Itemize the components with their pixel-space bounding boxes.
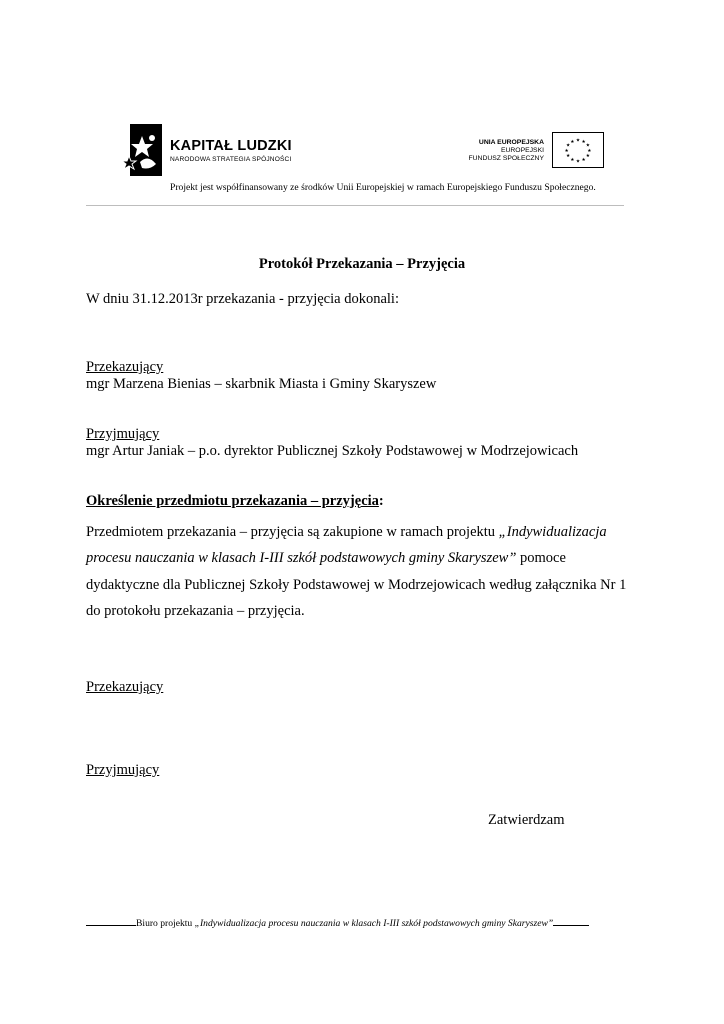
- footer-plain: Biuro projektu: [136, 918, 195, 929]
- svg-text:★: ★: [585, 154, 591, 160]
- svg-text:★: ★: [575, 159, 581, 165]
- eu-flag-icon: [552, 132, 604, 168]
- receiving-label: Przyjmujący: [86, 426, 160, 442]
- handing-over-person: mgr Marzena Bienias – skarbnik Miasta i Gminy Skaryszew: [86, 376, 437, 392]
- handing-over-label: Przekazujący: [86, 359, 164, 375]
- footer-line-left: [86, 916, 136, 926]
- signature-handing-over: Przekazujący: [86, 679, 164, 695]
- paragraph-line-1: [86, 524, 607, 541]
- svg-text:★: ★: [570, 157, 575, 163]
- svg-text:★: ★: [565, 154, 571, 160]
- svg-text:★: ★: [565, 143, 571, 149]
- paragraph-l2-italic: procesu nauczania w klasach I-III szkół podstawowych gminy Skaryszew”: [86, 550, 517, 566]
- eu-logo-line1: UNIA EUROPEJSKA: [478, 139, 544, 146]
- subject-heading-text: Określenie przedmiotu przekazania – przyjęcia: [86, 493, 379, 509]
- kapital-ludzki-title: KAPITAŁ LUDZKI: [170, 138, 292, 154]
- paragraph-l1-plain: Przedmiotem przekazania – przyjęcia są zakupione w ramach projektu: [86, 524, 499, 540]
- svg-text:★: ★: [585, 143, 591, 149]
- footer-line-right: [553, 916, 589, 926]
- eu-logo-line2: EUROPEJSKI: [500, 147, 544, 154]
- paragraph-line-3: dydaktyczne dla Publicznej Szkoły Podstawowej w Modrzejowicach według załącznika Nr 1: [86, 577, 627, 593]
- subject-heading-colon: :: [378, 493, 384, 509]
- kapital-ludzki-star-icon: [122, 124, 164, 176]
- kapital-ludzki-subtitle: NARODOWA STRATEGIA SPÓJNOŚCI: [170, 156, 292, 163]
- receiving-person: mgr Artur Janiak – p.o. dyrektor Publicznej Szkoły Podstawowej w Modrzejowicach: [86, 443, 579, 459]
- header-divider: [86, 205, 624, 206]
- footer-italic: „Indywidualizacja procesu nauczania w klasach I-III szkół podstawowych gminy Skaryszew”: [194, 918, 554, 929]
- paragraph-l1-italic: „Indywidualizacja: [498, 524, 607, 540]
- paragraph-line-4: do protokołu przekazania – przyjęcia.: [86, 603, 305, 619]
- svg-text:★: ★: [564, 148, 569, 154]
- kapital-ludzki-logo: [122, 124, 302, 176]
- document-title: Protokół Przekazania – Przyjęcia: [258, 256, 466, 272]
- svg-text:★: ★: [575, 138, 581, 144]
- paragraph-l2-plain: pomoce: [516, 550, 566, 566]
- footer-note: [86, 916, 589, 929]
- paragraph-line-2: [86, 550, 566, 567]
- svg-text:★: ★: [587, 148, 592, 154]
- svg-text:★: ★: [581, 157, 586, 163]
- subject-heading: [86, 492, 384, 510]
- cofinancing-note: Projekt jest współfinansowany ze środków Unii Europejskiej w ramach Europejskiego Funduszu Społecznego.: [170, 182, 596, 193]
- svg-text:★: ★: [581, 139, 586, 145]
- signature-receiving: Przyjmujący: [86, 762, 160, 778]
- approval-label: Zatwierdzam: [488, 812, 565, 828]
- date-line: W dniu 31.12.2013r przekazania - przyjęcia dokonali:: [86, 291, 399, 307]
- eu-logo-line3: FUNDUSZ SPOŁECZNY: [468, 155, 544, 162]
- svg-text:★: ★: [570, 139, 575, 145]
- eu-logo: [466, 132, 606, 168]
